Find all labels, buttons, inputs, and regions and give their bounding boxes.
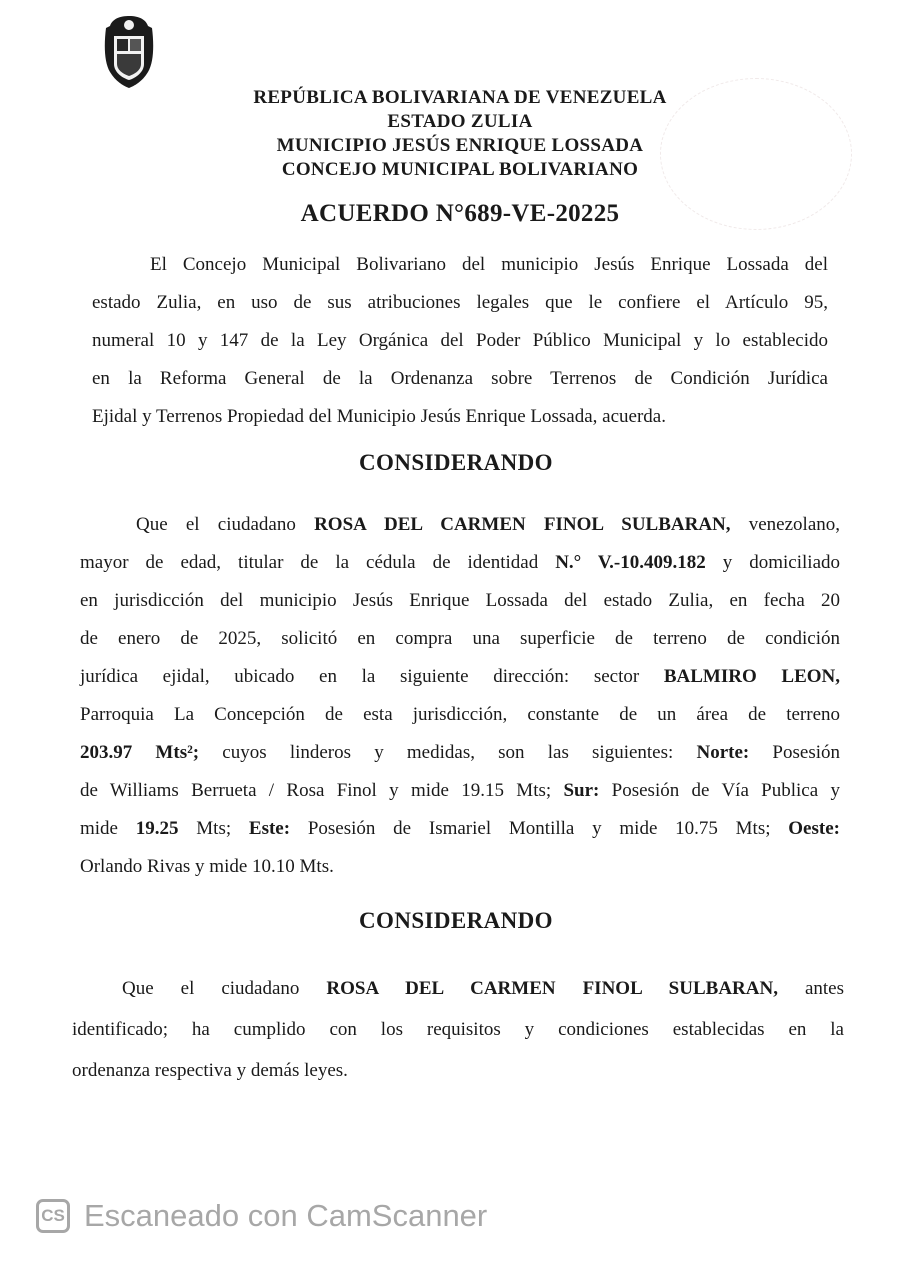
north-label: Norte:: [696, 742, 750, 763]
west-label: Oeste:: [788, 818, 840, 839]
citizen-name: ROSA DEL CARMEN FINOL SULBARAN,: [314, 514, 731, 535]
header-line-municipality: MUNICIPIO JESÚS ENRIQUE LOSSADA: [276, 135, 644, 156]
intro-paragraph: [92, 246, 828, 436]
intro-line: numeral 10 y 147 de la Ley Orgánica del Poder Público Municipal y lo establecido: [92, 330, 828, 351]
south-measure: 19.25: [135, 818, 179, 839]
body-line: Orlando Rivas y mide 10.10 Mts.: [80, 856, 334, 877]
body-line: mayor de edad, titular de la cédula de identidad N.° V.-10.409.182 y domiciliado: [80, 552, 840, 573]
considerando-paragraph-1: [80, 506, 840, 886]
body-line: de Williams Berrueta / Rosa Finol y mide 19.15 Mts; Sur: Posesión de Vía Publica y: [80, 780, 840, 801]
scanner-watermark-text: Escaneado con CamScanner: [84, 1198, 488, 1233]
considerando-heading-2: CONSIDERANDO: [359, 908, 553, 933]
body-line: Parroquia La Concepción de esta jurisdicción, constante de un área de terreno: [80, 704, 840, 725]
intro-line: estado Zulia, en uso de sus atribuciones legales que le confiere el Artículo 95,: [92, 292, 828, 313]
south-label: Sur:: [563, 780, 600, 801]
header-line-republic: REPÚBLICA BOLIVARIANA DE VENEZUELA: [253, 87, 667, 108]
scanner-watermark: [36, 1196, 487, 1236]
body-line: mide 19.25 Mts; Este: Posesión de Ismariel Montilla y mide 10.75 Mts; Oeste:: [80, 818, 840, 839]
body-line: Que el ciudadano ROSA DEL CARMEN FINOL SULBARAN, antes: [122, 978, 844, 999]
agreement-title: ACUERDO N°689-VE-20225: [300, 200, 620, 227]
header-line-state: ESTADO ZULIA: [387, 111, 533, 132]
intro-line: El Concejo Municipal Bolivariano del municipio Jesús Enrique Lossada del: [150, 254, 828, 275]
body-line: 203.97 Mts²; cuyos linderos y medidas, son las siguientes: Norte: Posesión: [80, 742, 840, 763]
body-line: jurídica ejidal, ubicado en la siguiente dirección: sector BALMIRO LEON,: [80, 666, 840, 687]
header-line-council: CONCEJO MUNICIPAL BOLIVARIANO: [281, 159, 639, 180]
citizen-name: ROSA DEL CARMEN FINOL SULBARAN,: [326, 978, 778, 999]
intro-line: Ejidal y Terrenos Propiedad del Municipio Jesús Enrique Lossada, acuerda.: [92, 406, 666, 427]
id-number: N.° V.-10.409.182: [555, 552, 706, 573]
document-header: [230, 86, 690, 182]
camscanner-icon: CS: [36, 1199, 70, 1233]
considerando-heading-1: CONSIDERANDO: [359, 450, 553, 475]
area-value: 203.97 Mts²;: [80, 742, 200, 763]
east-label: Este:: [248, 818, 291, 839]
sector-name: BALMIRO LEON,: [663, 666, 840, 687]
considerando-paragraph-2: [72, 968, 844, 1091]
body-line: en jurisdicción del municipio Jesús Enrique Lossada del estado Zulia, en fecha 20: [80, 590, 840, 611]
intro-line: en la Reforma General de la Ordenanza sobre Terrenos de Condición Jurídica: [92, 368, 828, 389]
body-line: de enero de 2025, solicitó en compra una superficie de terreno de condición: [80, 628, 840, 649]
body-line: Que el ciudadano ROSA DEL CARMEN FINOL SULBARAN, venezolano,: [136, 514, 840, 535]
body-line: ordenanza respectiva y demás leyes.: [72, 1060, 348, 1081]
municipal-seal-icon: [100, 14, 158, 90]
body-line: identificado; ha cumplido con los requisitos y condiciones establecidas en la: [72, 1019, 844, 1040]
